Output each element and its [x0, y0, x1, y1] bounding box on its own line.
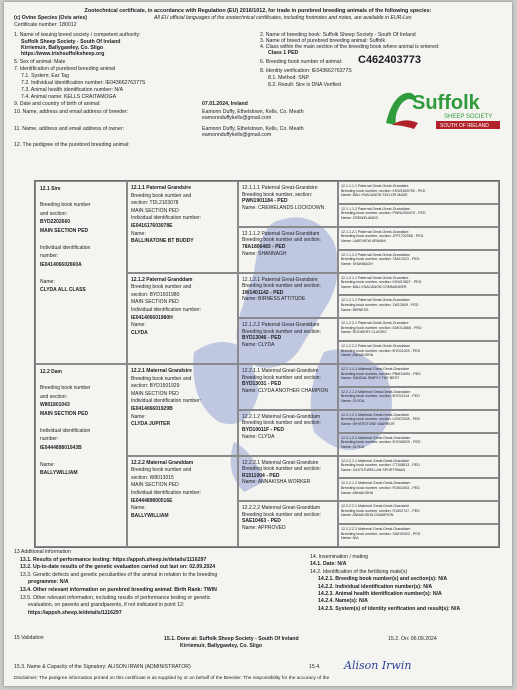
- pedigree-text: 12.1.1.1.1 Paternal Great-Great-Grandsire: [341, 184, 409, 188]
- field-breeding-book: 2. Name of breeding book: Suffolk Sheep Society - South Of Ireland: [260, 32, 416, 38]
- pedigree-text: Name: BALLYNACANON TAYLOR MADE: [341, 193, 408, 198]
- pedigree-text: IE041406601929B: [131, 406, 173, 412]
- field-sex: 5. Sex of animal: Male: [14, 59, 66, 65]
- pedigree-text: Name: SHANNAGH: [242, 250, 287, 257]
- pedigree-text: 12.1.2.1 Paternal Great-Grandsire: [242, 276, 318, 283]
- field-identity-verification: 8. Identity verification: IE04366276377S: [260, 68, 352, 74]
- pedigree-text: MAIN SECTION PED: [131, 207, 179, 214]
- pedigree-text: 12.1.1.1 Paternal Great-Grandsire: [242, 185, 318, 191]
- additional-info-line: 13.1. Results of performance testing: https://appsh.sheep.ie/details/1116297: [20, 556, 207, 563]
- pedigree-text: Breeding book number, section: 78A12023 - PED: [341, 257, 420, 262]
- dam-title: 12.2 Dam: [40, 369, 62, 375]
- pedigree-text: 12.1.2.1.2 Paternal Great-Great-Granddam: [341, 298, 410, 303]
- pedigree-great-great-grandparent: [338, 318, 499, 341]
- insemination-line: 14.1. Date: N/A: [310, 561, 347, 568]
- pedigree-text: Breeding book number, section: KKW13827 - PED: [341, 280, 422, 285]
- field-issuing-society: Suffolk Sheep Society - South Of Ireland: [21, 39, 121, 45]
- pedigree-great-great-grandparent: [338, 387, 499, 410]
- pedigree-text: 12.2.1.2.1 Maternal Great-Great-Grandsire: [341, 412, 410, 417]
- pedigree-text: Name: SHANNAGH: [341, 261, 373, 266]
- pedigree-grandparent: [127, 181, 238, 273]
- pedigree-text: and section:: [40, 393, 67, 400]
- pedigree-text: BYD2202660: [40, 219, 71, 225]
- pedigree-text: CLYDA ALL CLASS: [40, 287, 86, 293]
- pedigree-great-grandparent: [238, 273, 338, 319]
- pedigree-text: Name: N/A: [341, 536, 359, 541]
- pedigree-text: Breeding book number and section:: [242, 374, 321, 381]
- signature: Alison Irwin: [344, 659, 412, 672]
- breeder-address: Eamonn Duffy, Ethelstown, Kells, Co. Meath: [202, 109, 304, 115]
- pedigree-text: section: W8013015: [131, 474, 174, 481]
- pedigree-text: Breeding book number, section: SAE09302 - PED: [341, 531, 421, 536]
- pedigree-text: 12.1.1.1.2 Paternal Great-Great-Granddam: [341, 206, 410, 211]
- certificate-page: [4, 2, 512, 686]
- pedigree-text: Breeding book number: [40, 202, 91, 208]
- pedigree-text: section: BYD1501980: [131, 291, 180, 298]
- field-id-number: 7.2. Individual identification number: IE04366276377S: [21, 80, 146, 86]
- pedigree-great-great-grandparent: [338, 273, 499, 296]
- pedigree-text: 12.2.2.2 Maternal Great-Granddam: [242, 505, 321, 512]
- pedigree-text: MAIN SECTION PED: [131, 482, 179, 489]
- insemination-line: 14. Insemination / mating: [310, 554, 368, 560]
- pedigree-text: 12.2.1.1 Maternal Great-Grandsire: [242, 368, 319, 374]
- pedigree-text: 12.2.1.2 Maternal Great-Granddam: [242, 413, 321, 420]
- pedigree-text: 12.2.2.1.1 Maternal Great-Great-Grandsire: [341, 458, 410, 463]
- pedigree-great-great-grandparent: [338, 501, 499, 524]
- insemination-line: 14.2.3. Animal health identification number(s): N/A: [318, 591, 442, 597]
- pedigree-great-great-grandparent: [338, 250, 499, 273]
- pedigree-text: Name: CLYDA: [341, 444, 365, 449]
- pedigree-text: Breeding book number, section:: [242, 191, 313, 198]
- pedigree-text: Name: CLYDA: [242, 433, 275, 440]
- pedigree-text: 12.2.2.2.1 Maternal Great-Great-Grandsire: [341, 504, 410, 509]
- pedigree-text: and section:: [40, 210, 67, 217]
- validation-date: 15.2. On: 06.09.2024: [388, 636, 437, 642]
- pedigree-text: BALLYWILLIAM: [131, 512, 169, 519]
- field-owner-label: 11. Name, address and email address of owner:: [14, 126, 125, 132]
- pedigree-text: Name: APPROVED: [242, 525, 286, 532]
- pedigree-text: Breeding book number, section: PWN1900475 - PED: [341, 211, 426, 216]
- pedigree-text: Name: BIRNESS ATTITUDE: [242, 296, 306, 303]
- additional-info-line: 13.2. Up-to-date results of the genetic evaluation carried out last on: 02.09.2024: [20, 564, 216, 571]
- pedigree-text: 12.1.2.2.2 Paternal Great-Great-Granddam: [341, 344, 410, 349]
- pedigree-text: Breeding book number and: [131, 192, 192, 199]
- pedigree-text: 12.2.1.2.2 Maternal Great-Great-Granddam: [341, 435, 411, 440]
- pedigree-text: 12.2.2.2.2 Maternal Great-Great-Granddam: [341, 527, 411, 532]
- pedigree-text: IE041617603078E: [131, 223, 173, 229]
- pedigree-text: Name:: [40, 278, 55, 285]
- pedigree-text: Individual identification: [40, 427, 91, 434]
- validation-label: 15 Validation: [14, 635, 44, 641]
- pedigree-text: 12.1.1.2.2 Paternal Great-Great-Granddam: [341, 252, 410, 257]
- pedigree-text: Breeding book number, section: BYD08929 - PED: [341, 440, 421, 445]
- field-identification-label: 7. Identification of purebred breeding animal: [14, 66, 116, 72]
- additional-info-line: 13.3. Genetic defects and genetic peculiarities of the animal in relation to the breeding: [20, 571, 218, 578]
- pedigree-text: Name:: [131, 230, 146, 237]
- pedigree-text: BALLINATONE BT BUDDY: [131, 238, 194, 245]
- pedigree-great-grandparent: [238, 227, 338, 273]
- pedigree-text: number:: [40, 253, 59, 259]
- pedigree-text: MAIN SECTION PED: [40, 227, 89, 234]
- pedigree-great-grandparent: [238, 456, 338, 502]
- disclaimer: Disclaimer: The pedigree information printed on this certificate is as supplied by or on behalf of the Breeder. The responsibility for the accuracy of the: [14, 676, 330, 681]
- pedigree-text: Name: WHITESTONE WARRIOR: [341, 421, 395, 426]
- pedigree-text: 78A1806483 - PED: [242, 243, 286, 250]
- pedigree-text: section: TDL2103078: [131, 200, 179, 207]
- pedigree-text: BYD13046 - PED: [242, 335, 282, 342]
- pedigree-great-great-grandparent: [338, 433, 499, 456]
- signature-label: 15.4.: [309, 664, 321, 670]
- pedigree-text: Name: ANNAKISHA WORKER: [242, 479, 311, 486]
- field-breeder-label: 10. Name, address and email address of breeder:: [14, 109, 129, 115]
- pedigree-grandparent: [127, 364, 238, 456]
- pedigree-great-grandparent: [238, 364, 338, 410]
- pedigree-text: 12.2.2.1.2 Maternal Great-Great-Granddam: [341, 481, 411, 486]
- pedigree-text: MAIN SECTION PED: [40, 410, 89, 417]
- pedigree-text: Name: CLYDA: [242, 342, 275, 349]
- pedigree-text: Breeding book number and section:: [242, 466, 321, 473]
- additional-info-line: 13 Additional information: [14, 549, 71, 555]
- logo-word: Suffolk: [412, 92, 480, 114]
- pedigree-text: Breeding book number, section: R1501063 - PED: [341, 485, 420, 490]
- header-species: (c) Ovine Species (Ovis aries): [14, 15, 87, 21]
- pedigree-text: IE041406601980H: [131, 314, 173, 321]
- pedigree-text: Name: ANNAKISHA: [341, 490, 374, 495]
- pedigree-label: 12. The pedigree of the purebred breeding animal:: [14, 142, 130, 148]
- pedigree-text: Individual identification number:: [131, 215, 202, 222]
- pedigree-text: PWN1901184 - PED: [242, 198, 288, 205]
- pedigree-text: Breeding book number, section: LDS07628 - PED: [341, 417, 421, 422]
- sire-title: 12.1 Sire: [40, 186, 61, 192]
- pedigree-text: R1511004 - PED: [242, 472, 280, 479]
- pedigree-text: Individual identification number:: [131, 489, 202, 496]
- pedigree-text: 12.2.1 Maternal Grandsire: [131, 368, 192, 374]
- pedigree-text: Name: SANDAL SIMPLY THE BEST: [341, 376, 400, 381]
- pedigree-great-great-grandparent: [338, 364, 499, 387]
- pedigree-text: SAE10463 - PED: [242, 518, 281, 525]
- field-result: 8.2. Result: Sire is DNA Verified: [268, 82, 341, 88]
- additional-info-line: 13.5. Other relevant information, including results of performance testing or genetic: [20, 594, 211, 601]
- pedigree-great-grandparent: [238, 501, 338, 547]
- pedigree-text: Name: CREWELANDS: [341, 216, 378, 221]
- pedigree-text: 12.1.2.2.1 Paternal Great-Great-Grandsire: [341, 321, 409, 326]
- pedigree-text: Breeding book number, section: BYD11029 - PED: [341, 348, 421, 353]
- additional-info-line: evaluation, on parents and grandparents, if not indicated in point 12:: [28, 602, 185, 609]
- field-class: Class 1 PED: [268, 50, 299, 56]
- pedigree-text: CLYDA: [131, 329, 148, 336]
- pedigree-text: Individual identification number:: [131, 398, 202, 405]
- pedigree-text: Breeding book number and section:: [242, 283, 321, 290]
- pedigree-text: IE044489800516E: [131, 497, 173, 504]
- pedigree-text: W801801043: [40, 402, 70, 408]
- pedigree-text: Breeding book number, section: KKW1609755 - PED: [341, 188, 426, 193]
- pedigree-great-grandparent: [238, 181, 338, 227]
- pedigree-text: Individual identification: [40, 244, 91, 251]
- pedigree-grandparent: [127, 273, 238, 365]
- field-book-number-label: 6. Breeding book number of animal:: [260, 59, 343, 65]
- pedigree-great-great-grandparent: [338, 456, 499, 479]
- pedigree-text: Breeding book number, section: R1502747 - PED: [341, 508, 420, 513]
- header-languages: All EU official languages of the zootechnical certificates, including footnotes and notes, are available in EUR-Lex: [154, 15, 412, 21]
- validation-address: Kirriemuir, Ballygawley, Co. Sligo: [180, 643, 263, 649]
- pedigree-great-grandparent: [238, 410, 338, 456]
- pedigree-text: BYD13031 - PED: [242, 381, 282, 388]
- book-number-value: C462403773: [358, 54, 422, 66]
- additional-info-line: 13.4. Other relevant information on purebred breeding animal: Birth Rank: TWIN: [20, 587, 217, 593]
- pedigree-text: Name: ROOKERY CLASSIC: [341, 330, 387, 335]
- pedigree-great-grandparent: [238, 318, 338, 364]
- pedigree-text: 12.1.2.2 Paternal Great-Granddam: [242, 322, 320, 329]
- field-issuing-address: Kirriemuir, Ballygawley, Co. Sligo: [21, 45, 104, 51]
- pedigree-text: Name: CLYDA ANOTHER CHAMPION: [242, 387, 329, 394]
- certificate-number: Certificate number: 180012: [14, 22, 77, 28]
- pedigree-text: 12.1.2.1.1 Paternal Great-Great-Grandsire: [341, 275, 409, 280]
- pedigree-great-great-grandparent: [338, 410, 499, 433]
- header-line1: Zootechnical certificate, in accordance with Regulation (EU) 2016/1012, for trade in purebred breeding animals of the following species:: [84, 8, 432, 14]
- pedigree-text: 12.1.1.2.1 Paternal Great-Great-Grandsire: [341, 229, 409, 234]
- pedigree-text: number:: [40, 436, 59, 442]
- pedigree-text: Breeding book number, section: JFF1702058 - PED: [341, 234, 424, 239]
- pedigree-great-great-grandparent: [338, 204, 499, 227]
- pedigree-text: Breeding book number and section:: [242, 420, 321, 427]
- pedigree-text: 12.1.2 Paternal Granddam: [131, 276, 193, 283]
- pedigree-text: Breeding book number and: [131, 375, 192, 382]
- validation-done-at: 15.1. Done at: Suffolk Sheep Society - South Of Ireland: [164, 636, 299, 642]
- pedigree-text: Name: CLYDA: [341, 399, 365, 404]
- pedigree-text: IE044489801043B: [40, 444, 82, 451]
- pedigree-text: Name: ANNAKISHA: [341, 353, 374, 358]
- pedigree-text: 12.1.1 Paternal Grandsire: [131, 185, 192, 191]
- pedigree-text: Name: BIRNESS: [341, 307, 369, 312]
- logo-line1: SHEEP SOCIETY: [444, 114, 493, 120]
- pedigree-text: 12.1.1.2 Paternal Great-Granddam: [242, 230, 320, 237]
- pedigree-grandparent: [127, 456, 238, 548]
- pedigree-text: Breeding book number and section:: [242, 328, 321, 335]
- pedigree-text: 12.2.2 Maternal Granddam: [131, 459, 194, 466]
- pedigree-text: Breeding book number and: [131, 284, 192, 291]
- pedigree-text: Name: BALLYNACANON COMMANDER: [341, 284, 407, 289]
- pedigree-dam: [35, 364, 127, 547]
- pedigree-text: MAIN SECTION PED: [131, 390, 179, 397]
- insemination-line: 14.2. Identification of the fertilising male(s): [310, 568, 408, 575]
- pedigree-great-great-grandparent: [338, 478, 499, 501]
- pedigree-text: Name: ANNAKISHA CHAMPION: [341, 513, 394, 518]
- field-animal-name: 7.4. Animal name: KELLS CRAITAMOGA: [21, 94, 117, 100]
- pedigree-great-great-grandparent: [338, 181, 499, 204]
- insemination-line: 14.2.1. Breeding book number(s) and section(s): N/A: [318, 576, 448, 583]
- pedigree-text: Breeding book number and section:: [242, 511, 321, 518]
- pedigree-text: Breeding book number, section: CTJ08813 - PED: [341, 463, 420, 468]
- field-issuing-url: https://www.irishsuffolksheep.org: [21, 51, 105, 57]
- breeder-email: eamonnduffykells@gmail.com: [202, 115, 272, 121]
- pedigree-text: section: BYD1501929: [131, 383, 180, 390]
- logo-line2: SOUTH OF IRELAND: [440, 123, 489, 129]
- field-breed: 3. Name of breed of purebred breeding animal: Suffolk: [260, 38, 386, 44]
- pedigree-text: Name:: [40, 461, 55, 468]
- pedigree-text: Name:: [131, 322, 146, 329]
- pedigree-text: Breeding book number and: [131, 467, 192, 474]
- pedigree-text: BYD10011F - PED: [242, 426, 284, 433]
- insemination-line: 14.2.5. System(s) of identity verification and result(s): N/A: [318, 605, 461, 612]
- pedigree-text: 12.2.1.1.1 Maternal Great-Great-Grandsire: [341, 367, 410, 371]
- pedigree-text: Name:: [131, 413, 146, 420]
- pedigree-text: 1W1401142 - PED: [242, 289, 284, 296]
- owner-email: eamonnduffykells@gmail.com: [202, 132, 272, 138]
- pedigree-text: BALLYWILLIAM: [40, 470, 78, 476]
- field-class-label: 4. Class within the main section of the breeding book where animal is entered:: [260, 44, 440, 50]
- signatory: 15.3. Name & Capacity of the Signatory: ALISON IRWIN (ADMINISTRATOR): [14, 664, 191, 670]
- pedigree-text: Breeding book number, section: DMO13666 - PED: [341, 325, 422, 330]
- pedigree-text: Name: CREWELANDS LOCKDOWN: [242, 204, 325, 211]
- suffolk-logo: [382, 89, 502, 133]
- field-id-system: 7.1. System: Ear Tag: [21, 73, 70, 79]
- field-method: 8.1. Method: SNP: [268, 75, 309, 81]
- pedigree-text: Name: LAKEVIEW ARMANI: [341, 238, 386, 243]
- pedigree-text: Breeding book number, section: BYD11114 - PED: [341, 394, 420, 399]
- pedigree-text: IE041406602660A: [40, 261, 82, 268]
- pedigree-text: Individual identification number:: [131, 306, 202, 313]
- pedigree-great-great-grandparent: [338, 524, 499, 547]
- insemination-line: 14.2.2. Individual identification number(s): N/A: [318, 583, 433, 590]
- pedigree-text: Breeding book number, section: PBM11694 - PED: [341, 371, 421, 376]
- pedigree-text: 12.2.1.1.2 Maternal Great-Great-Granddam: [341, 389, 411, 394]
- pedigree-text: Breeding book number, section: 1W12609 - PED: [341, 302, 419, 307]
- insemination-line: 14.2.4. Name(s): N/A: [318, 598, 368, 605]
- additional-info-line: programme: N/A: [28, 579, 69, 586]
- birth-value: 07.01.2024, Ireland: [202, 101, 248, 107]
- additional-info-line: https://appsh.sheep.ie/details/1116297: [28, 609, 122, 616]
- pedigree-great-great-grandparent: [338, 295, 499, 318]
- pedigree-text: 12.2.2.1 Maternal Great-Grandsire: [242, 459, 319, 466]
- pedigree-great-great-grandparent: [338, 341, 499, 364]
- field-birth-label: 9. Date and country of birth of animal:: [14, 101, 101, 107]
- pedigree-text: Breeding book number: [40, 385, 91, 391]
- pedigree-text: CLYDA JUPITER: [131, 421, 171, 428]
- pedigree-sire: [35, 181, 127, 364]
- owner-address: Eamonn Duffy, Ethelstown, Kells, Co. Meath: [202, 126, 304, 132]
- pedigree-text: Name: CASTLEWELLAN SPORTSMAN: [341, 467, 406, 472]
- pedigree-table: [34, 180, 500, 548]
- field-issuing-society-label: 1. Name of issuing breed society / competent authority:: [14, 32, 141, 38]
- pedigree-text: MAIN SECTION PED: [131, 299, 179, 306]
- pedigree-text: Breeding book number and section:: [242, 237, 321, 244]
- field-health-id: 7.3. Animal health identification number: N/A: [21, 87, 124, 93]
- pedigree-great-great-grandparent: [338, 227, 499, 250]
- pedigree-text: Name:: [131, 505, 146, 512]
